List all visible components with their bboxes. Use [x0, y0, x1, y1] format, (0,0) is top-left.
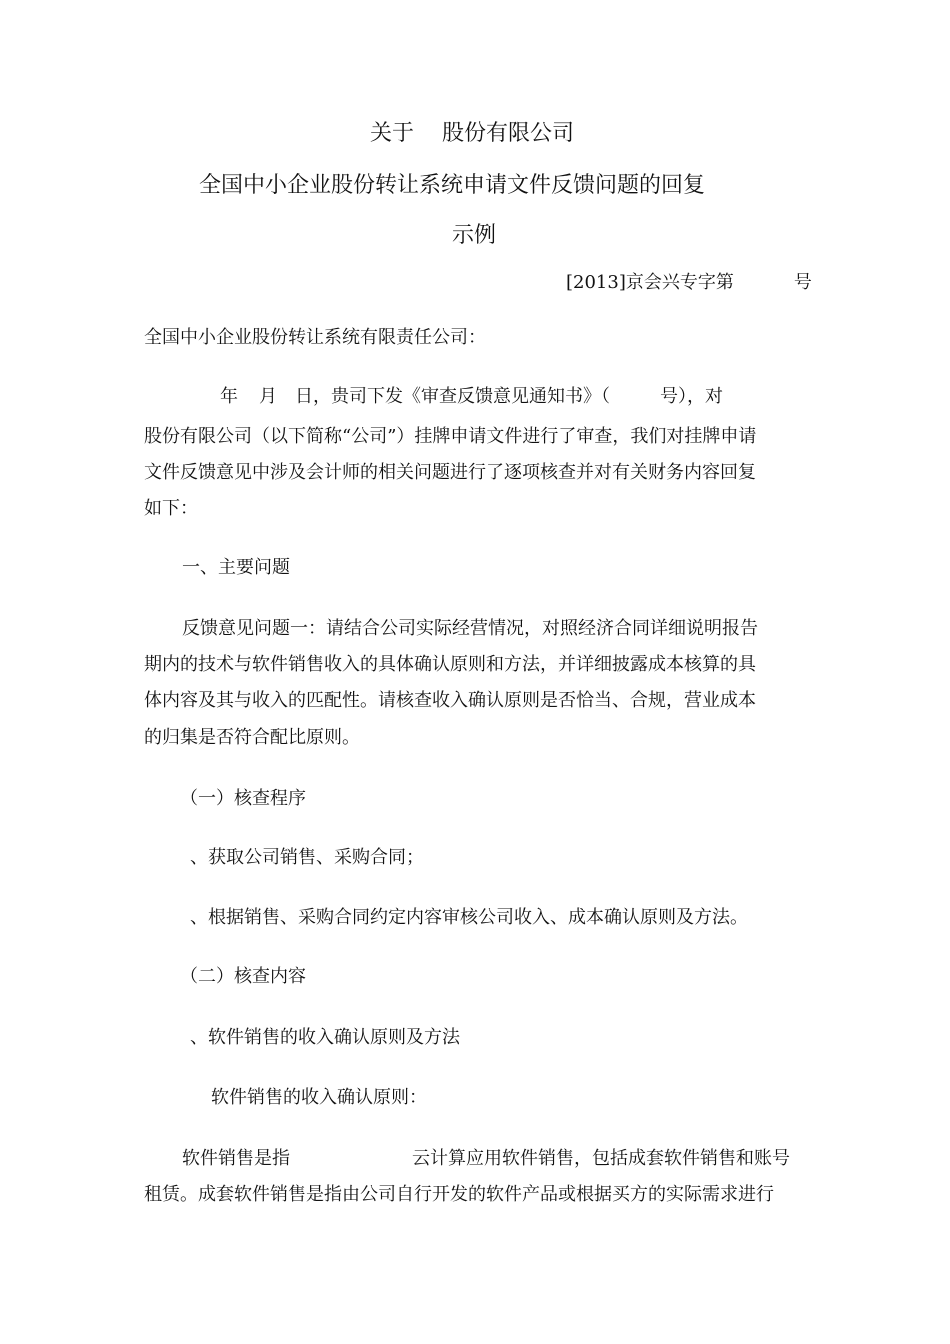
- paragraph-line-2: 租赁。成套软件销售是指由公司自行开发的软件产品或根据买方的实际需求进行: [144, 1184, 774, 1205]
- content-heading: （二）核查内容: [180, 966, 306, 987]
- question-1-line-3: 体内容及其与收入的匹配性。请核查收入确认原则是否恰当、合规，营业成本: [144, 690, 756, 711]
- title-line-1: [370, 120, 574, 148]
- section-heading-main-issues: 一、主要问题: [182, 557, 290, 578]
- procedure-item-1: 、获取公司销售、采购合同；: [190, 847, 424, 868]
- paragraph-line-1: [182, 1148, 790, 1170]
- procedure-heading: （一）核查程序: [180, 788, 306, 809]
- procedure-item-2: 、根据销售、采购合同约定内容审核公司收入、成本确认原则及方法。: [190, 907, 748, 928]
- intro-line-4: 如下：: [144, 498, 198, 519]
- question-1-line-2: 期内的技术与软件销售收入的具体确认原则和方法，并详细披露成本核算的具: [144, 654, 756, 675]
- intro-day-text: 日，贵司下发《审查反馈意见通知书》（: [295, 386, 610, 407]
- title-line-2: 全国中小企业股份转让系统申请文件反馈问题的回复: [199, 173, 706, 198]
- intro-year: 年: [220, 386, 238, 407]
- title-line-1-prefix: 关于: [370, 121, 415, 146]
- question-1-line-4: 的归集是否符合配比原则。: [144, 727, 360, 748]
- paragraph-line-1-end: 云计算应用软件销售，包括成套软件销售和账号: [412, 1148, 790, 1169]
- reference-number: [566, 272, 812, 294]
- title-line-3: 示例: [452, 223, 497, 248]
- intro-line-2: 股份有限公司（以下简称“公司”）挂牌申请文件进行了审查，我们对挂牌申请: [144, 426, 757, 447]
- intro-month: 月: [259, 386, 277, 407]
- intro-line-1: [220, 386, 723, 408]
- sub-heading-revenue-principle: 软件销售的收入确认原则：: [211, 1087, 427, 1108]
- title-line-1-company: 股份有限公司: [442, 121, 575, 146]
- question-1-line-1: 反馈意见问题一：请结合公司实际经营情况，对照经济合同详细说明报告: [182, 618, 758, 639]
- paragraph-line-1-start: 软件销售是指: [182, 1148, 290, 1169]
- reference-prefix: [2013]京会兴专字第: [566, 272, 734, 293]
- intro-line-3: 文件反馈意见中涉及会计师的相关问题进行了逐项核查并对有关财务内容回复: [144, 462, 756, 483]
- content-item-1: 、软件销售的收入确认原则及方法: [190, 1027, 460, 1048]
- addressee: 全国中小企业股份转让系统有限责任公司：: [144, 327, 486, 348]
- intro-num-close: 号），对: [660, 386, 723, 407]
- reference-suffix: 号: [793, 272, 812, 293]
